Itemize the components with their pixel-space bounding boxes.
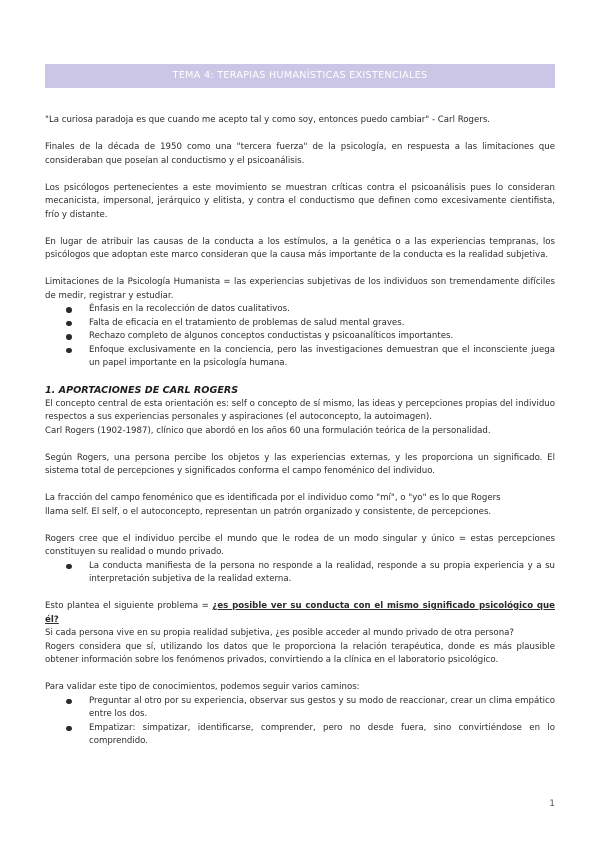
intro-paragraph-1: Finales de la década de 1950 como una "tercera fuerza" de la psicología, en respuesta a las limitaciones que consideraban que poseían al conductismo y el psicoanálisis. — [45, 142, 555, 166]
self-concept-paragraph: El concepto central de esta orientación es: self o concepto de sí mismo, las ideas y percepciones propias del individuo respectos a sus experiencias personales y aspiraciones (el autoconcepto, la autoimagen). — [45, 398, 555, 422]
page-title: TEMA 4: TERAPIAS HUMANÍSTICAS EXISTENCIALES — [45, 64, 555, 88]
list-item: Énfasis en la recolección de datos cualitativos. — [89, 303, 555, 317]
problem-line-3: Rogers considera que sí, utilizando los datos que le proporciona la relación terapéutica, donde es más plausible obtener información sobre los fenómenos privados, convirtiendo a la clínica en el laboratorio psicológico. — [45, 641, 555, 665]
section-heading: 1. APORTACIONES DE CARL ROGERS — [45, 385, 239, 396]
self-definition-line-1: La fracción del campo fenoménico que es identificada por el individuo como "mí", o "yo" es lo que Rogers — [45, 493, 501, 503]
list-item: Preguntar al otro por su experiencia, observar sus gestos y su modo de reaccionar, crear un clima empático entre los dos. — [89, 695, 555, 722]
intro-paragraph-3: En lugar de atribuir las causas de la conducta a los estímulos, a la genética o a las experiencias tempranas, los psicólogos que adoptan este marco consideran que la causa más importante de la conducta es la realidad subjetiva. — [45, 236, 555, 260]
problem-statement — [45, 600, 555, 627]
page-number: 1 — [549, 799, 555, 809]
private-world-list — [45, 560, 555, 587]
private-world-paragraph: Rogers cree que el individuo percibe el mundo que le rodea de un modo singular y único = estas percepciones constituyen su realidad o mundo privado. — [45, 533, 555, 557]
limitations-paragraph: Limitaciones de la Psicología Humanista = las experiencias subjetivas de los individuos son tremendamente difíciles de medir, registrar y estudiar. — [45, 277, 555, 301]
list-item: Empatizar: simpatizar, identificarse, comprender, pero no desde fuera, sino convirtiéndose en lo comprendido. — [89, 722, 555, 749]
limitations-list — [45, 303, 555, 371]
paths-list — [45, 695, 555, 749]
list-item: Enfoque exclusivamente en la conciencia, pero las investigaciones demuestran que el inconsciente juega un papel importante en la psicología humana. — [89, 344, 555, 371]
document-body — [45, 114, 555, 749]
opening-quote: "La curiosa paradoja es que cuando me acepto tal y como soy, entonces puedo cambiar" - Carl Rogers. — [45, 115, 491, 125]
phenomenal-field-paragraph: Según Rogers, una persona percibe los objetos y las experiencias externas, y les proporciona un significado. El sistema total de percepciones y significados conforma el campo fenoménico del individuo. — [45, 452, 555, 476]
paths-intro: Para validar este tipo de conocimientos, podemos seguir varios caminos: — [45, 682, 360, 692]
intro-paragraph-2: Los psicólogos pertenecientes a este movimiento se muestran críticas contra el psicoanálisis pues lo consideran mecanicista, impersonal, jerárquico y elitista, y contra el conductismo que definen como excesivamente cientifista, frío y distante. — [45, 182, 555, 220]
problem-prefix: Esto plantea el siguiente problema = — [45, 601, 213, 611]
rogers-bio-line: Carl Rogers (1902-1987), clínico que abordó en los años 60 una formulación teórica de la personalidad. — [45, 425, 491, 436]
list-item: La conducta manifiesta de la persona no responde a la realidad, responde a su propia experiencia y a su interpretación subjetiva de la realidad externa. — [89, 560, 555, 587]
self-definition-line-2: llama self. El self, o el autoconcepto, representan un patrón organizado y consistente, de percepciones. — [45, 506, 492, 517]
problem-question: ¿es posible ver su conducta con el mismo significado psicológico que él? — [45, 601, 555, 625]
list-item: Rechazo completo de algunos conceptos conductistas y psicoanalíticos importantes. — [89, 330, 555, 344]
list-item: Falta de eficacia en el tratamiento de problemas de salud mental graves. — [89, 317, 555, 331]
problem-line-2: Si cada persona vive en su propia realidad subjetiva, ¿es posible acceder al mundo privado de otra persona? — [45, 628, 514, 638]
self-definition-paragraph — [45, 492, 555, 519]
